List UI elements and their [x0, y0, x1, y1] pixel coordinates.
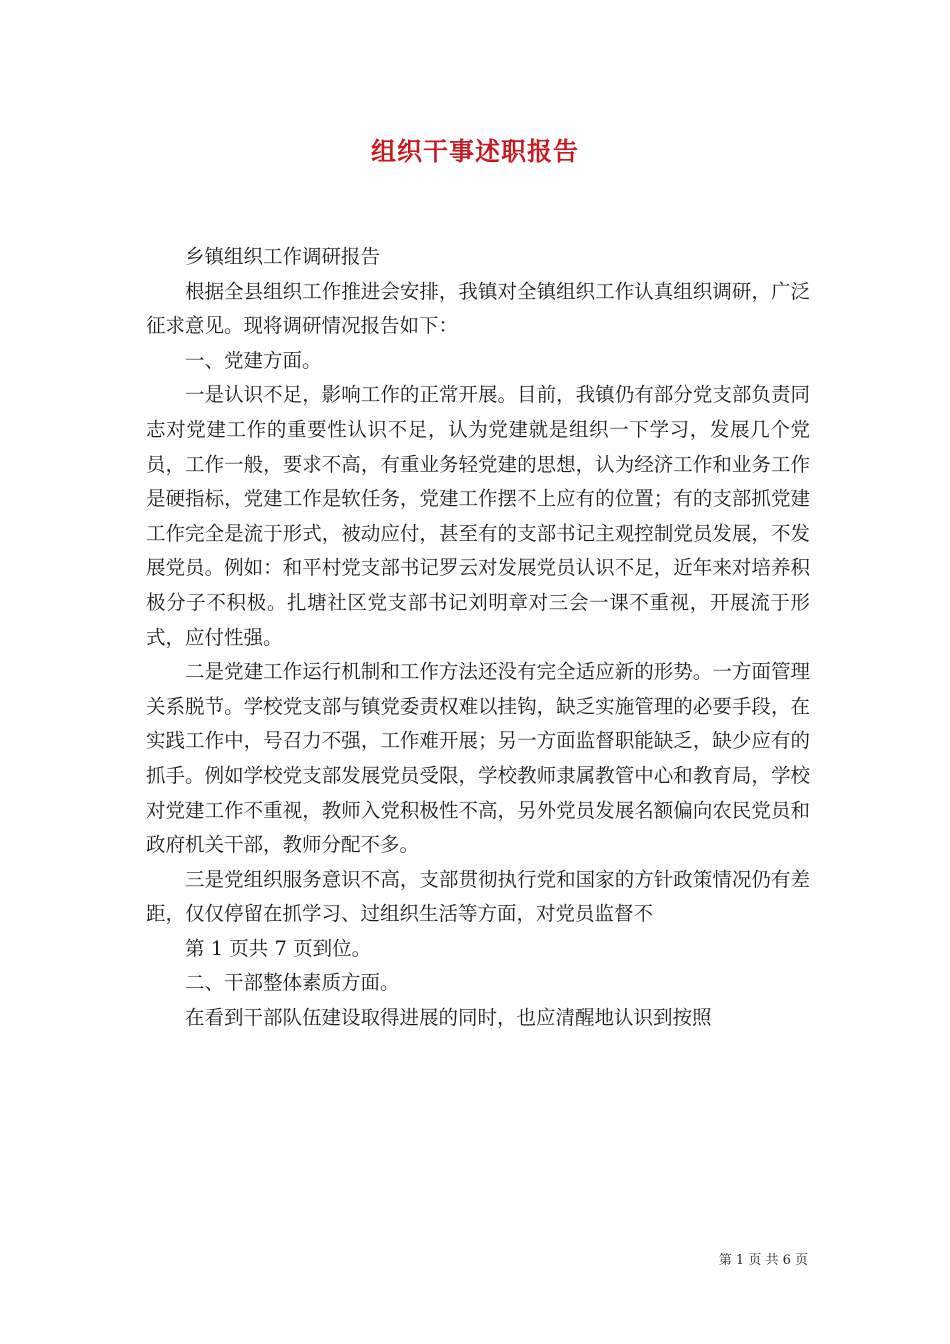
section-heading-party-building: 一、党建方面。 [185, 348, 322, 372]
paragraph-point-one: 一是认识不足，影响工作的正常开展。目前，我镇仍有部分党支部负责同志对党建工作的重要性认识不足，认为党建就是组织一下学习，发展几个党员，工作一般，要求不高，有重业务轻党建的思想，认为经济工作和业务工作是硬指标，党建工作是软任务，党建工作摆不上应有的位置；有的支部抓党建工作完全是流于形式，被动应付，甚至有的支部书记主观控制党员发展，不发展党员。例如：和平村党支部书记罗云对发展党员认识不足，近年来对培养积极分子不积极。扎塘社区党支部书记刘明章对三会一课不重视，开展流于形式，应付性强。 [146, 383, 810, 649]
section-heading-cadre-quality: 二、干部整体素质方面。 [185, 971, 400, 995]
paragraph-subtitle: 乡镇组织工作调研报告 [185, 245, 381, 268]
paragraph-point-three: 三是党组织服务意识不高，支部贯彻执行党和国家的方针政策情况仍有差距，仅仅停留在抓学习、过组织生活等方面，对党员监督不 [146, 867, 810, 926]
paragraph-point-two: 二是党建工作运行机制和工作方法还没有完全适应新的形势。一方面管理关系脱节。学校党支部与镇党委责权难以挂钩，缺乏实施管理的必要手段，在实践工作中，号召力不强，工作难开展；另一方面监督职能缺乏，缺少应有的抓手。例如学校党支部发展党员受限，学校教师隶属教管中心和教育局，学校对党建工作不重视，教师入党积极性不高，另外党员发展名额偏向农民党员和政府机关干部，教师分配不多。 [146, 660, 810, 857]
page-number-footer: 第 1 页 共 6 页 [718, 1253, 808, 1268]
paragraph-intro: 根据全县组织工作推进会安排，我镇对全镇组织工作认真组织调研，广泛征求意见。现将调研情况报告如下： [146, 279, 810, 338]
page-title: 组织干事述职报告 [370, 137, 579, 166]
paragraph-cadre-intro: 在看到干部队伍建设取得进展的同时，也应清醒地认识到按照 [185, 1006, 712, 1030]
paragraph-page-break-text: 第 1 页共 7 页到位。 [185, 936, 372, 960]
document-body [146, 240, 810, 1036]
